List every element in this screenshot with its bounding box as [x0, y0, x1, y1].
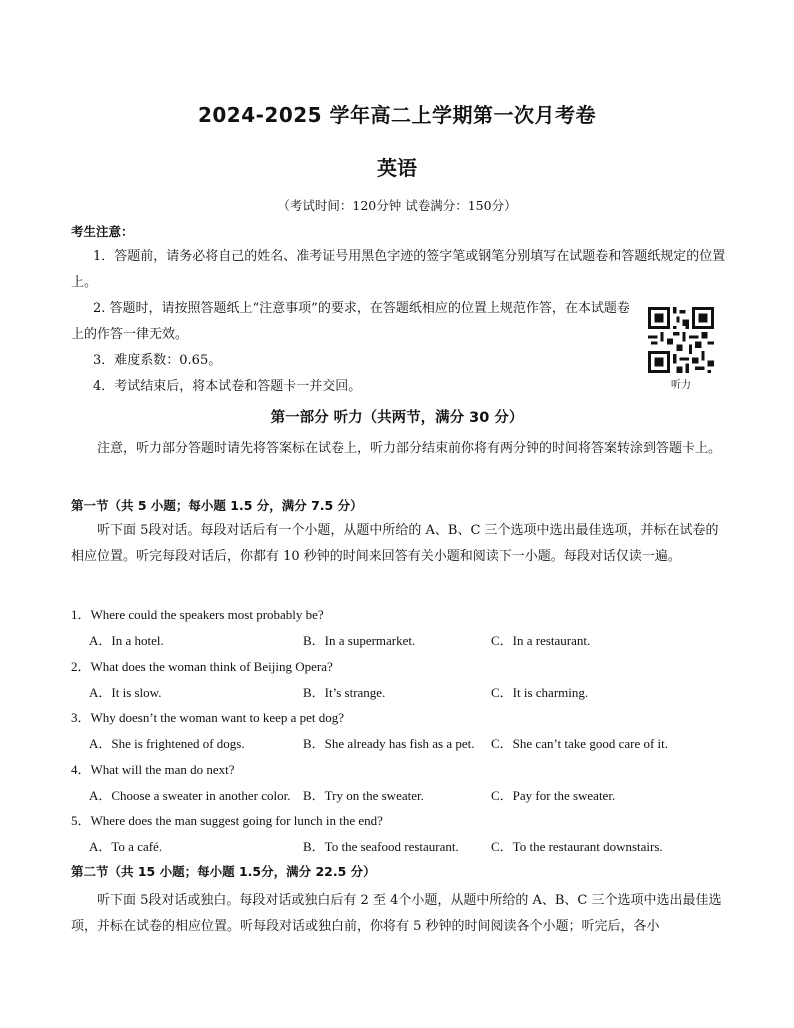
- question-1-stem: 1．Where could the speakers most probably be?: [71, 607, 324, 622]
- notice-item-2: 2. 答题时，请按照答题纸上“注意事项”的要求，在答题纸相应的位置上规范作答，在本试题卷上的作答一律无效。: [71, 301, 630, 342]
- exam-time-score: （考试时间：120分钟 试卷满分：150分）: [277, 198, 517, 213]
- question-4-option-a: A．Choose a sweater in another color.: [89, 788, 291, 803]
- qr-code-icon[interactable]: [648, 307, 714, 373]
- question-5-option-a: A．To a café.: [89, 839, 163, 854]
- question-2-option-a: A．It is slow.: [89, 685, 162, 700]
- section1-heading: 第一节（共 5 小题；每小题 1.5 分，满分 7.5 分）: [71, 498, 363, 513]
- question-5-stem: 5．Where does the man suggest going for lunch in the end?: [71, 813, 383, 828]
- question-5-option-b: B．To the seafood restaurant.: [303, 839, 459, 854]
- question-2-option-c: C．It is charming.: [491, 685, 589, 700]
- question-1-option-c: C．In a restaurant.: [491, 633, 591, 648]
- question-4-option-b: B．Try on the sweater.: [303, 788, 424, 803]
- question-1-option-a: A．In a hotel.: [89, 633, 164, 648]
- question-2-stem: 2．What does the woman think of Beijing Opera?: [71, 659, 333, 674]
- section1-instructions: 听下面 5段对话。每段对话后有一个小题，从题中所给的 A、B、C 三个选项中选出最佳选项，并标在试卷的相应位置。听完每段对话后，你都有 10 秒钟的时间来回答有关小题和阅读下一小题。每段对话仅读一遍。: [71, 523, 719, 564]
- part1-title: 第一部分 听力（共两节，满分 30 分）: [270, 410, 524, 426]
- section2-instructions: 听下面 5段对话或独白。每段对话或独白后有 2 至 4个小题，从题中所给的 A、B、C 三个选项中选出最佳选项，并标在试卷的相应位置。听每段对话或独白前，你将有 5 秒钟的时间阅读各个小题；听完后，各小: [71, 893, 722, 934]
- question-4-stem: 4．What will the man do next?: [71, 762, 235, 777]
- exam-title: 2024-2025 学年高二上学期第一次月考卷: [197, 103, 597, 127]
- exam-subject: 英语: [377, 156, 417, 180]
- question-2-option-b: B．It’s strange.: [303, 685, 386, 700]
- notice-item-1: 1．答题前，请务必将自己的姓名、准考证号用黑色字迹的签字笔或钢笔分别填写在试题卷和答题纸规定的位置上。: [71, 249, 726, 290]
- notice-heading: 考生注意：: [71, 224, 134, 239]
- notice-item-3: 3．难度系数：0.65。: [93, 353, 222, 368]
- notice-item-4: 4．考试结束后，将本试卷和答题卡一并交回。: [93, 379, 362, 394]
- section2-heading: 第二节（共 15 小题；每小题 1.5分，满分 22.5 分）: [71, 864, 376, 879]
- question-3-option-a: A．She is frightened of dogs.: [89, 736, 245, 751]
- question-3-option-c: C．She can’t take good care of it.: [491, 736, 669, 751]
- question-5-option-c: C．To the restaurant downstairs.: [491, 839, 663, 854]
- question-1-option-b: B．In a supermarket.: [303, 633, 416, 648]
- question-3-option-b: B．She already has fish as a pet.: [303, 736, 475, 751]
- qr-code-label: 听力: [671, 380, 691, 391]
- part1-intro: 注意，听力部分答题时请先将答案标在试卷上，听力部分结束前你将有两分钟的时间将答案转涂到答题卡上。: [97, 441, 722, 456]
- question-3-stem: 3．Why doesn’t the woman want to keep a pet dog?: [71, 710, 345, 725]
- question-4-option-c: C．Pay for the sweater.: [491, 788, 616, 803]
